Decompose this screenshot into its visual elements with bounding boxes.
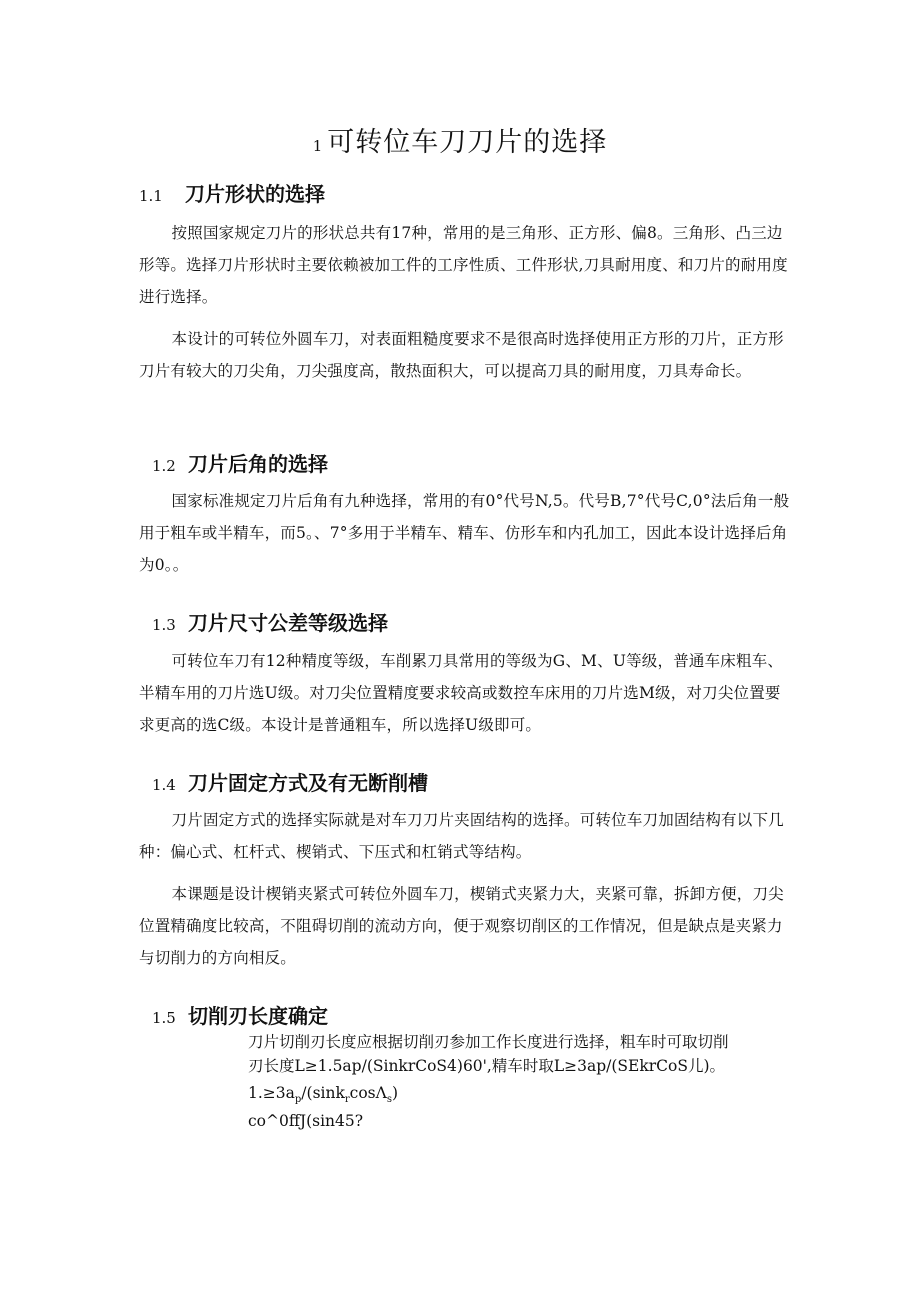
section-number: 1.4	[152, 776, 176, 794]
section-heading-1-4	[152, 767, 428, 796]
formula-part: cosΛ	[349, 1084, 387, 1102]
section-number: 1.5	[152, 1009, 176, 1027]
formula-part: 1.≥3a	[248, 1084, 295, 1102]
section-title: 刀片后角的选择	[188, 452, 328, 476]
page-title	[0, 120, 920, 159]
section-number: 1.2	[152, 457, 176, 475]
section-heading-1-1	[139, 178, 325, 207]
paragraph: 本设计的可转位外圆车刀，对表面粗糙度要求不是很高时选择使用正方形的刀片，正方形刀片有较大的刀尖角，刀尖强度高，散热面积大，可以提高刀具的耐用度，刀具寿命长。	[139, 330, 784, 380]
title-text: 可转位车刀刀片的选择	[327, 127, 608, 158]
section-title: 切削刃长度确定	[188, 1004, 328, 1028]
section-title: 刀片尺寸公差等级选择	[188, 611, 388, 635]
formula-part: )	[391, 1084, 399, 1102]
paragraph: 本课题是设计楔销夹紧式可转位外圆车刀，楔销式夹紧力大，夹紧可靠，拆卸方便，刀尖位置精确度比较高，不阻碍切削的流动方向，便于观察切削区的工作情况，但是缺点是夹紧力与切削力的方向相反。	[139, 885, 784, 967]
title-number: 1	[312, 137, 324, 155]
section-title: 刀片形状的选择	[185, 182, 325, 206]
section-heading-1-2	[152, 448, 328, 477]
formula-subscript: s	[386, 1094, 392, 1106]
section-title: 刀片固定方式及有无断削槽	[188, 771, 428, 795]
formula-subscript: p	[294, 1094, 302, 1106]
paragraph: 按照国家规定刀片的形状总共有17种，常用的是三角形、正方形、偏8。三角形、凸三边形等。选择刀片形状时主要依赖被加工件的工序性质、工件形状,刀具耐用度、和刀片的耐用度进行选择。	[139, 224, 788, 306]
formula-line	[248, 1081, 808, 1112]
section-number: 1.3	[152, 616, 176, 634]
body-line: 刀片切削刃长度应根据切削刃参加工作长度进行选择，粗车时可取切削	[248, 1033, 729, 1051]
paragraph: 国家标准规定刀片后角有九种选择，常用的有0°代号N,5。代号B,7°代号C,0°法后角一般用于粗车或半精车，而5。、7°多用于半精车、精车、仿形车和内孔加工，因此本设计选择后角为0。。	[139, 492, 790, 574]
paragraph: 可转位车刀有12种精度等级，车削累刀具常用的等级为G、M、U等级，普通车床粗车、半精车用的刀片选U级。对刀尖位置精度要求较高或数控车床用的刀片选M级，对刀尖位置要求更高的选C级。本设计是普通粗车，所以选择U级即可。	[139, 652, 784, 734]
section-number: 1.1	[139, 187, 163, 205]
formula-line: co^0ffJ(sin45?	[248, 1112, 364, 1130]
section-heading-1-3	[152, 607, 388, 636]
section-heading-1-5	[152, 1000, 328, 1029]
body-line: 刃长度L≥1.5ap/(SinkrCoS4)60',精车时取L≥3ap/(SEkrCoS儿)。	[248, 1057, 726, 1075]
formula-subscript: r	[344, 1094, 350, 1106]
paragraph: 刀片固定方式的选择实际就是对车刀刀片夹固结构的选择。可转位车刀加固结构有以下几种：偏心式、杠杆式、楔销式、下压式和杠销式等结构。	[139, 811, 784, 861]
formula-part: /(sink	[301, 1084, 345, 1102]
